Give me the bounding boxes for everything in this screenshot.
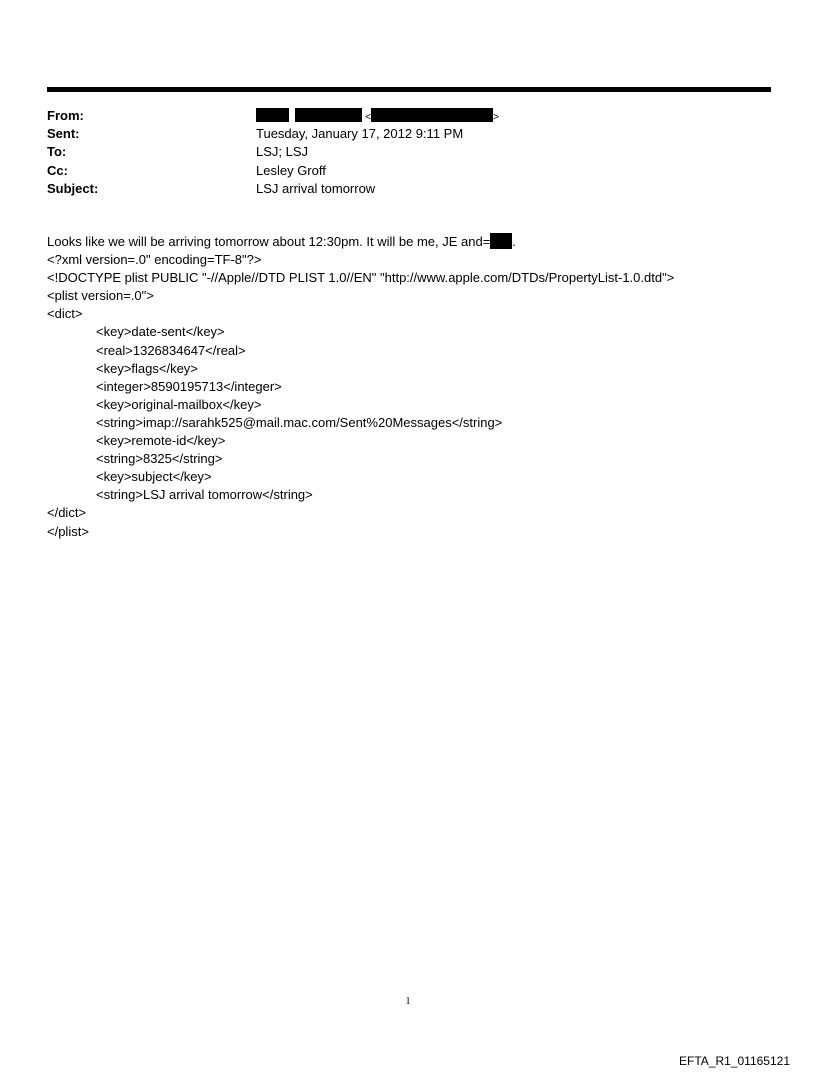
xml-line: <plist version=.0"> [47,288,154,304]
to-value: LSJ; LSJ [256,144,309,160]
from-value [256,107,499,127]
sent-value: Tuesday, January 17, 2012 9:11 PM [256,126,464,142]
xml-line: <string>8325</string> [96,451,223,467]
body-intro-line [47,233,787,251]
from-label: From: [47,108,84,123]
sent-label: Sent: [47,126,80,142]
xml-line: <real>1326834647</real> [96,342,246,358]
body-intro: Looks like we will be arriving tomorrow about 12:30pm. It will be me, JE and= [47,234,491,249]
cc-row [47,162,771,180]
email-header [47,107,771,198]
redaction-block [490,233,512,249]
xml-line: <key>date-sent</key> [96,324,225,340]
subject-label: Subject: [47,180,99,196]
subject-value: LSJ arrival tomorrow [256,180,376,196]
from-row [47,107,771,125]
to-row [47,143,771,161]
xml-line: <?xml version=.0" encoding=TF-8"?> [47,252,262,268]
xml-line: <integer>8590195713</integer> [96,378,282,394]
subject-row [47,180,771,198]
xml-line: <key>subject</key> [96,469,212,485]
to-label: To: [47,144,67,160]
xml-line: <key>remote-id</key> [96,433,226,449]
xml-line: <key>flags</key> [96,360,198,376]
email-body [47,233,787,541]
body-intro-end: . [512,234,516,249]
xml-line: <string>LSJ arrival tomorrow</string> [96,487,313,503]
redaction-block [371,108,493,122]
redaction-block [295,108,362,122]
page-number: 1 [405,996,411,1007]
redaction-block [256,108,289,122]
xml-line: </dict> [47,505,87,521]
xml-line: <dict> [47,306,83,322]
cc-value: Lesley Groff [256,162,326,178]
from-open-bracket: < [365,112,372,123]
header-rule [47,87,771,92]
xml-line: <string>imap://sarahk525@mail.mac.com/Sent%20Messages</string> [96,414,503,430]
xml-line: <key>original-mailbox</key> [96,396,262,412]
from-close-bracket: > [493,112,499,123]
xml-line: <!DOCTYPE plist PUBLIC "-//Apple//DTD PLIST 1.0//EN" "http://www.apple.com/DTDs/PropertyList-1.0.dtd"> [47,270,675,286]
bates-number: EFTA_R1_01165121 [679,1054,790,1068]
xml-line: </plist> [47,523,89,539]
cc-label: Cc: [47,162,68,178]
sent-row [47,125,771,143]
